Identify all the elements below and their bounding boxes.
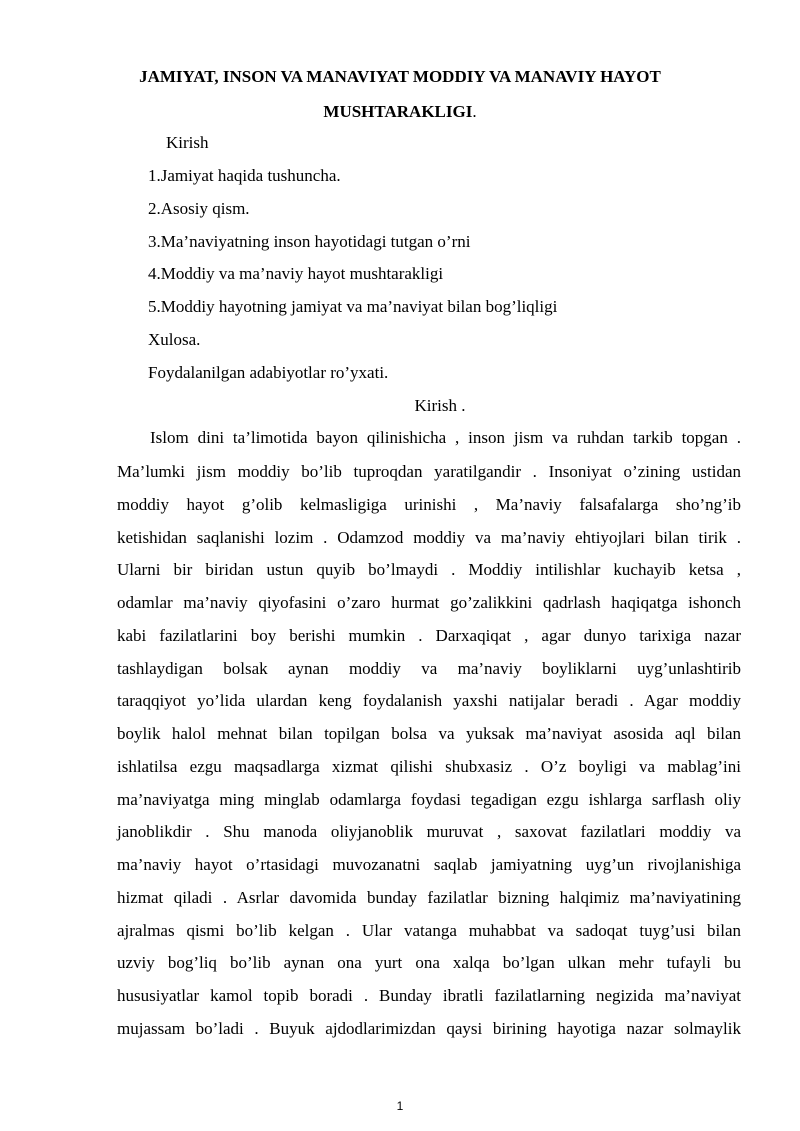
paragraph-line: janoblikdir . Shu manoda oliyjanoblik muruvat , saxovat fazilatlari moddiy va (117, 822, 741, 841)
paragraph-line: hususiyatlar kamol topib boradi . Bunday ibratli fazilatlarning negizida ma’naviyat (117, 986, 741, 1005)
paragraph-line: tashlaydigan bolsak aynan moddiy va ma’naviy boyliklarni uyg’unlashtirib (117, 659, 741, 678)
toc-item-intro: Kirish (166, 133, 209, 152)
toc-item-conclusion: Xulosa. (148, 330, 201, 349)
toc-item-1: 1.Jamiyat haqida tushuncha. (148, 166, 341, 185)
paragraph-line: ma’naviy hayot o’rtasidagi muvozanatni saqlab jamiyatning uyg’un rivojlanishiga (117, 855, 741, 874)
section-heading: Kirish . (414, 396, 466, 415)
paragraph-line: taraqqiyot yo’lida ulardan keng foydalanish yaxshi natijalar beradi . Agar moddiy (117, 691, 741, 710)
paragraph-line: mujassam bo’ladi . Buyuk ajdodlarimizdan qaysi birining hayotiga nazar solmaylik (117, 1019, 741, 1038)
paragraph-line: Islom dini ta’limotida bayon qilinishicha , inson jism va ruhdan tarkib topgan . (150, 428, 741, 447)
document-title-line-2 (0, 102, 800, 122)
paragraph-line: ketishidan saqlanishi lozim . Odamzod moddiy va ma’naviy ehtiyojlari bilan tirik . (117, 528, 741, 547)
paragraph-line: ishlatilsa ezgu maqsadlarga xizmat qilishi shubxasiz . O’z boyligi va mablag’ini (117, 757, 741, 776)
toc-item-2: 2.Asosiy qism. (148, 199, 250, 218)
paragraph-line: boylik halol mehnat bilan topilgan bolsa va yuksak ma’naviyat asosida aql bilan (117, 724, 741, 743)
paragraph-line: moddiy hayot g’olib kelmasligiga urinishi , Ma’naviy falsafalarga sho’ng’ib (117, 495, 741, 514)
paragraph-line: hizmat qiladi . Asrlar davomida bunday fazilatlar bizning halqimiz ma’naviyatining (117, 888, 741, 907)
document-title-line-1 (0, 67, 800, 87)
title-text-1: JAMIYAT, INSON VA MANAVIYAT MODDIY VA MANAVIY HAYOT (139, 67, 661, 86)
title-text-2: MUSHTARAKLIGI (323, 102, 473, 121)
page-number: 1 (396, 1099, 404, 1113)
paragraph-line: odamlar ma’naviy qiyofasini o’zaro hurmat go’zalikkini qadrlash haqiqatga ishonch (117, 593, 741, 612)
toc-item-3: 3.Ma’naviyatning inson hayotidagi tutgan o’rni (148, 232, 471, 251)
paragraph-line: ma’naviyatga ming minglab odamlarga foydasi tegadigan ezgu ishlarga sarflash oliy (117, 790, 741, 809)
title-period: . (472, 102, 477, 121)
toc-item-5: 5.Moddiy hayotning jamiyat va ma’naviyat bilan bog’liqligi (148, 297, 558, 316)
paragraph-line: Ularni bir biridan ustun quyib bo’lmaydi . Moddiy intilishlar kuchayib ketsa , (117, 560, 741, 579)
paragraph-line: ajralmas qismi bo’lib kelgan . Ular vatanga muhabbat va sadoqat tuyg’usi bilan (117, 921, 741, 940)
toc-item-4: 4.Moddiy va ma’naviy hayot mushtarakligi (148, 264, 444, 283)
paragraph-line: Ma’lumki jism moddiy bo’lib tuproqdan yaratilgandir . Insoniyat o’zining ustidan (117, 462, 741, 481)
paragraph-line: uzviy bog’liq bo’lib aynan ona yurt ona xalqa bo’lgan ulkan mehr tufayli bu (117, 953, 741, 972)
paragraph-line: kabi fazilatlarini boy berishi mumkin . Darxaqiqat , agar dunyo tarixiga nazar (117, 626, 741, 645)
toc-item-references: Foydalanilgan adabiyotlar ro’yxati. (148, 363, 389, 382)
